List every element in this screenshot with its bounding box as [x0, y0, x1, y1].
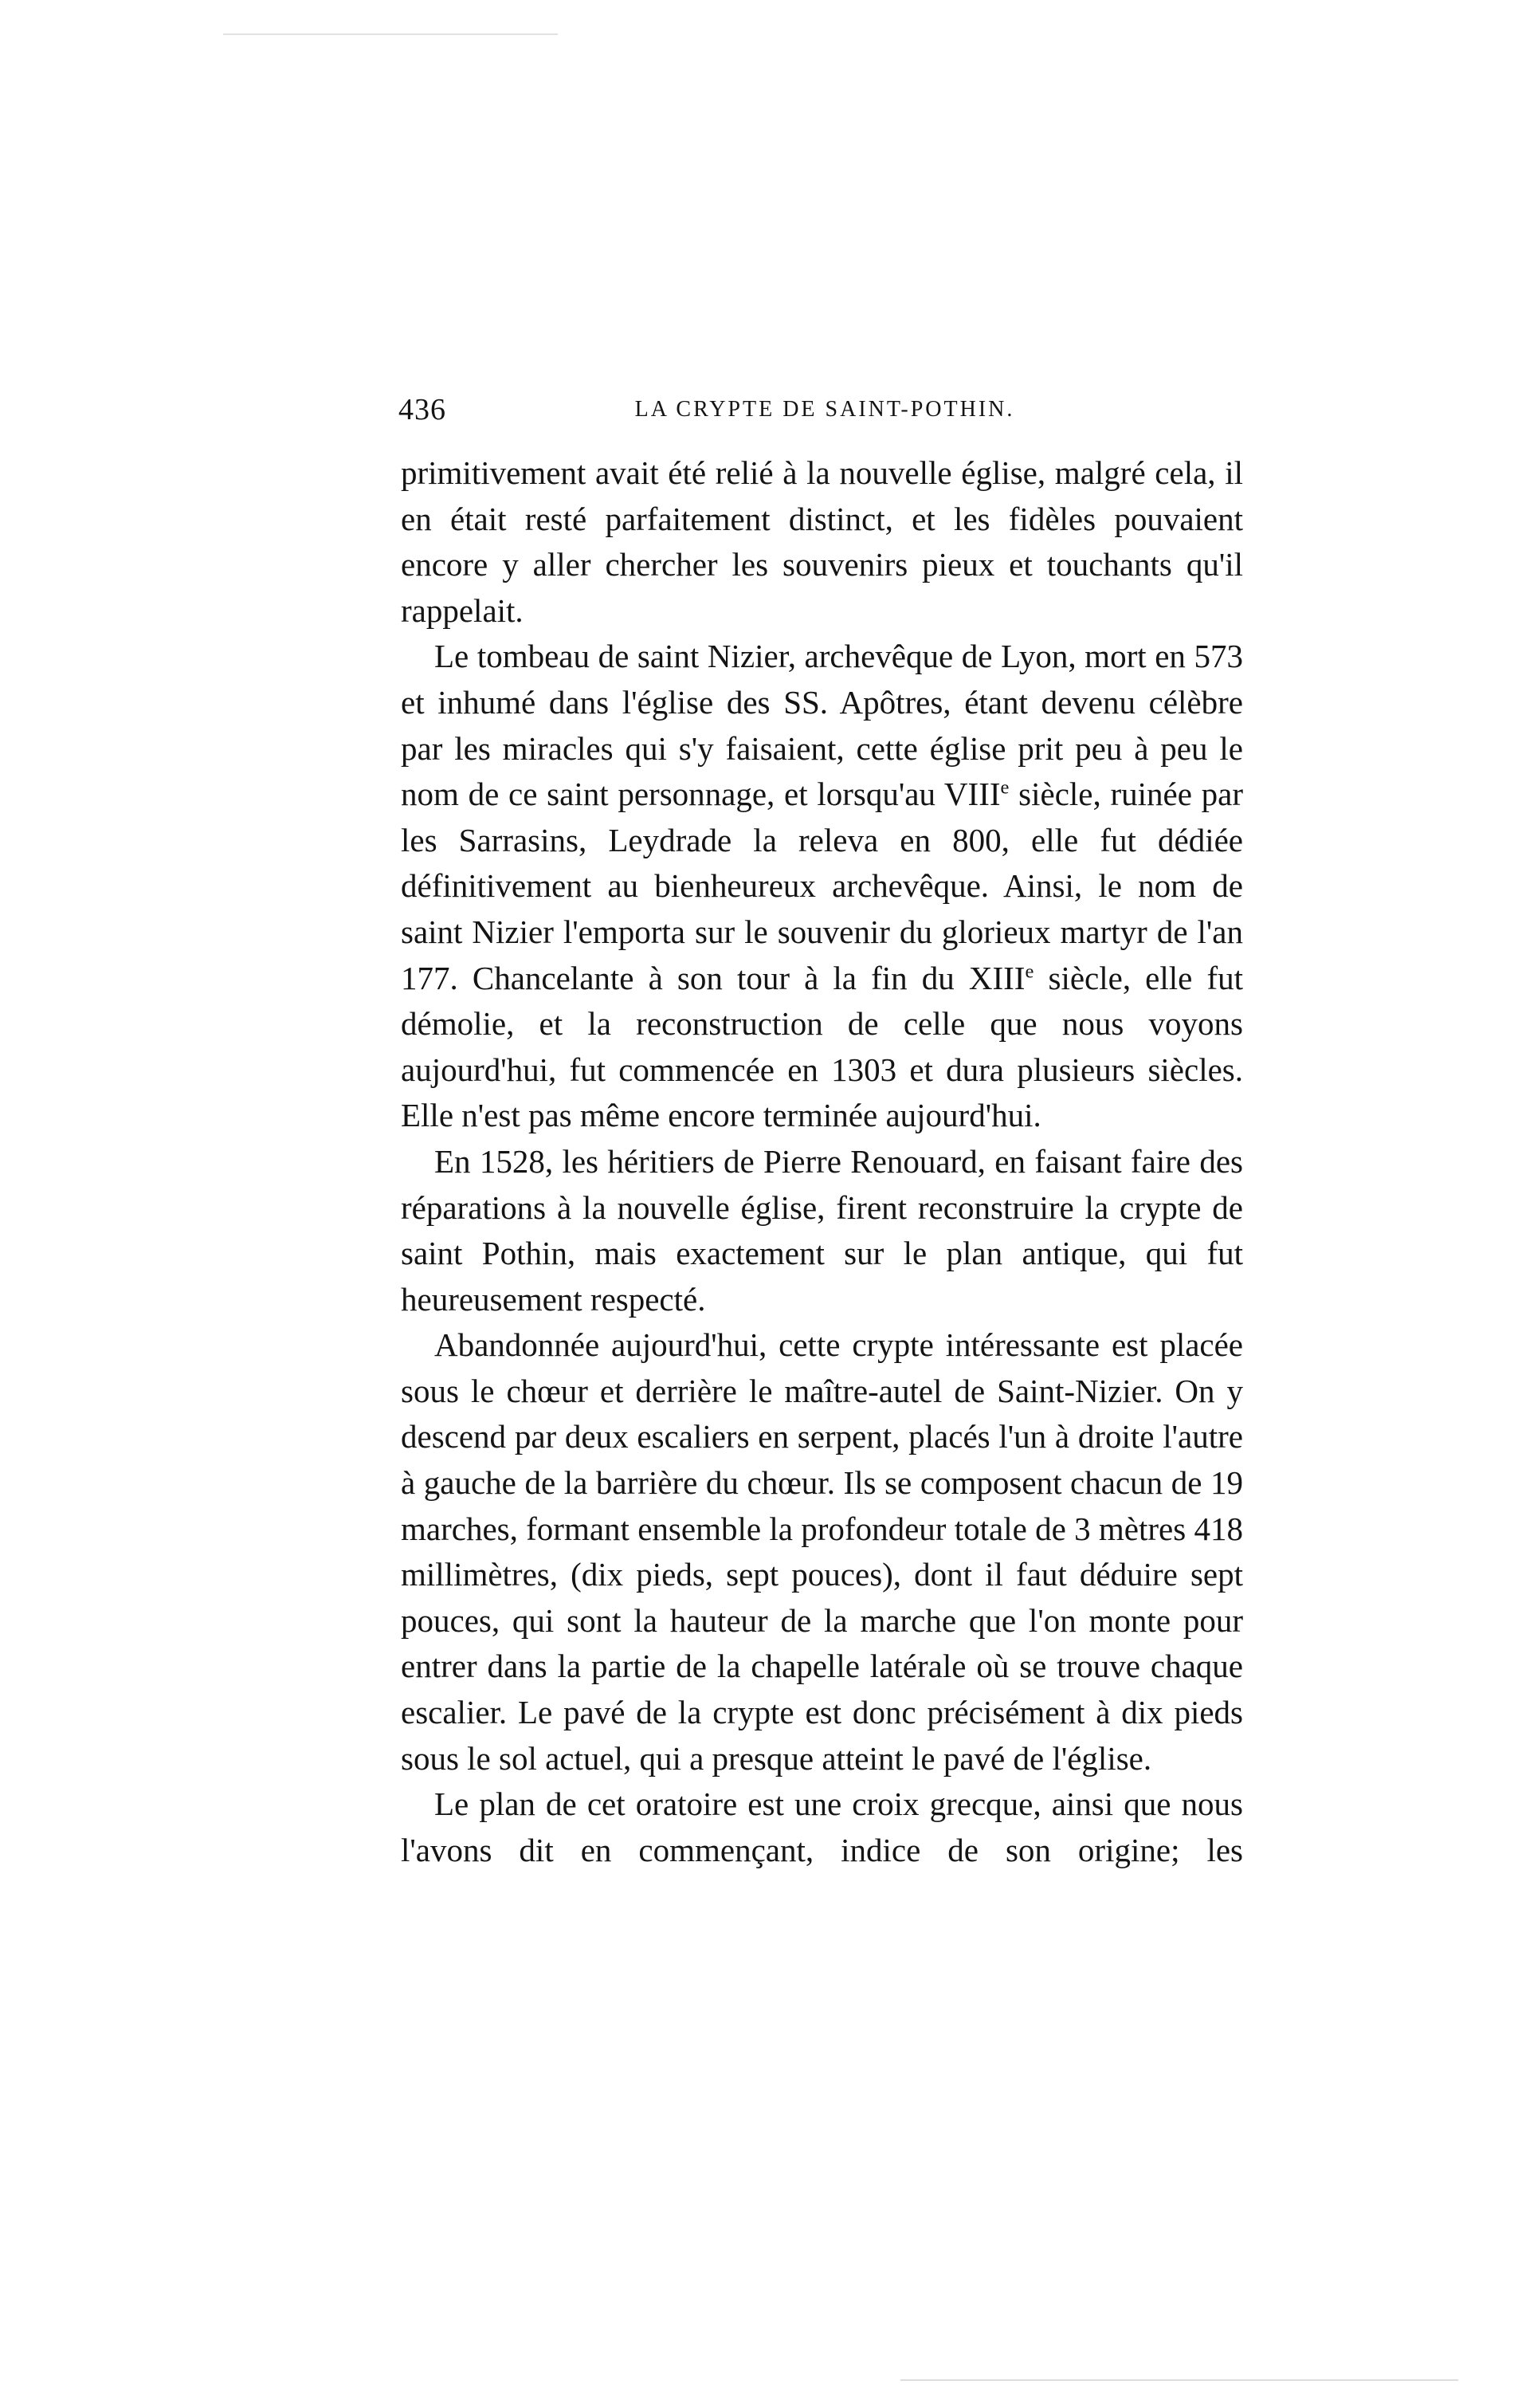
- page-header: [398, 392, 1251, 440]
- scan-artifact-top: [223, 33, 558, 35]
- body-text: [401, 450, 1243, 1873]
- paragraph-1: primitivement avait été relié à la nouvelle église, malgré cela, il en était resté parfaitement distinct, et les fidèles pouvaient encore y aller chercher les souvenirs pieux et touchants qu'il rappelait.: [401, 454, 1243, 629]
- scan-artifact-bottom: [900, 2379, 1458, 2381]
- paragraph-3: En 1528, les héritiers de Pierre Renouard, en faisant faire des réparations à la nouvelle église, firent reconstruire la crypte de saint Pothin, mais exactement sur le plan antique, qui fut heureusement respecté.: [401, 1142, 1243, 1318]
- running-title: LA CRYPTE DE SAINT-POTHIN.: [634, 397, 1015, 422]
- paragraph-4: Abandonnée aujourd'hui, cette crypte intéressante est placée sous le chœur et derrière le maître-autel de Saint-Nizier. On y descend par deux escaliers en serpent, placés l'un à droite l'autre à gauche de la barrière du chœur. Ils se composent chacun de 19 marches, formant ensemble la profondeur totale de 3 mètres 418 millimètres, (dix pieds, sept pouces), dont il faut déduire sept pouces, qui sont la hauteur de la marche que l'on monte pour entrer dans la partie de la chapelle latérale où se trouve chaque escalier. Le pavé de la crypte est donc précisément à dix pieds sous le sol actuel, qui a presque atteint le pavé de l'église.: [401, 1326, 1243, 1777]
- page-number: 436: [398, 393, 446, 426]
- superscript-2: e: [1025, 960, 1034, 982]
- paragraph-2: Le tombeau de saint Nizier, archevêque de Lyon, mort en 573 et inhumé dans l'église des SS. Apôtres, étant devenu célèbre par les miracles qui s'y faisaient, cette église prit peu à peu le nom de ce saint personnage, et lorsqu'au VIIIe siècle, ruinée par les Sarrasins, Leydrade la releva en 800, elle fut dédiée définitivement au bienheureux archevêque. Ainsi, le nom de saint Nizier l'emporta sur le souvenir du glorieux martyr de l'an 177. Chancelante à son tour à la fin du XIIIe siècle, elle fut démolie, et la reconstruction de celle que nous voyons aujourd'hui, fut commencée en 1303 et dura plusieurs siècles. Elle n'est pas même encore terminée aujourd'hui.: [401, 638, 1244, 1134]
- paragraph-5: Le plan de cet oratoire est une croix grecque, ainsi que nous l'avons dit en commençant, indice de son origine; les: [401, 1785, 1243, 1868]
- superscript-1: e: [1000, 776, 1010, 799]
